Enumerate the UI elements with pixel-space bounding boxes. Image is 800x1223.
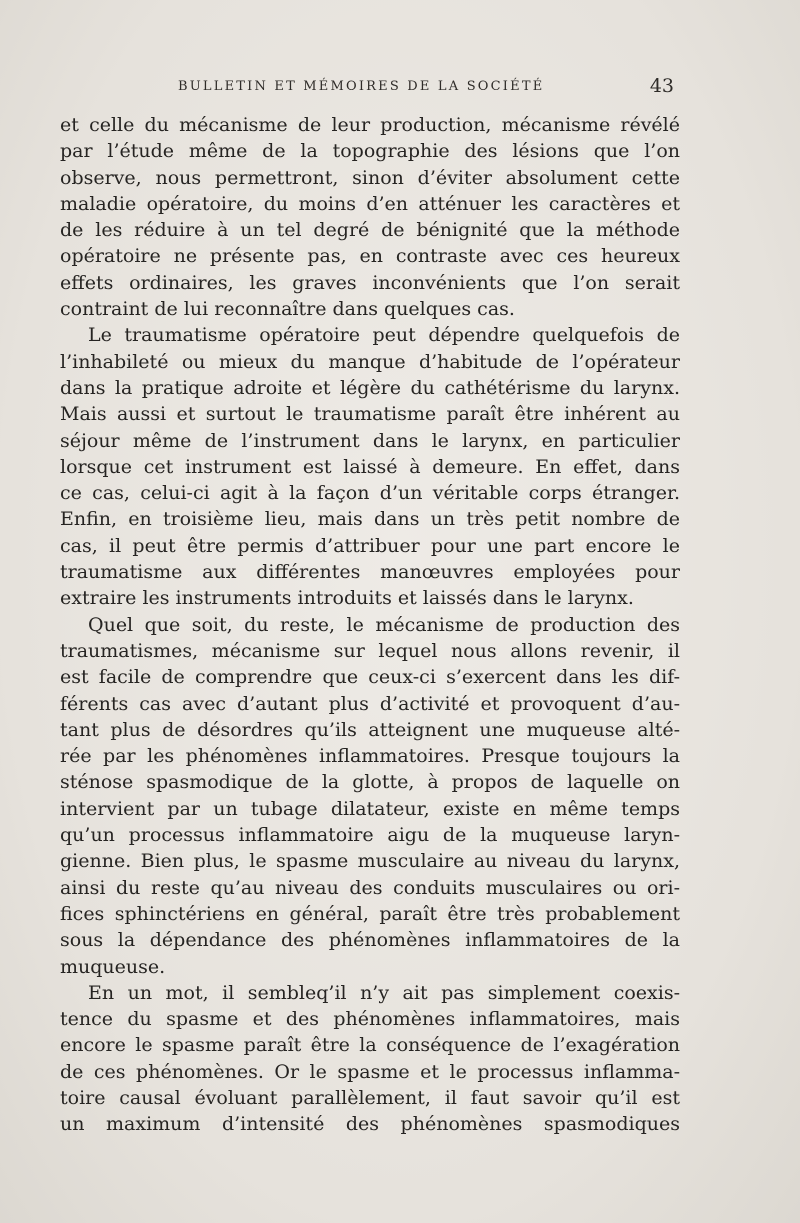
- text-line: traumatisme aux différentes manœuvres employées pour: [60, 561, 680, 584]
- text-line: intervient par un tubage dilatateur, existe en même temps: [60, 797, 680, 820]
- text-line: dans la pratique adroite et légère du cathétérisme du larynx.: [60, 376, 680, 399]
- text-line: fices sphinctériens en général, paraît être très probablement: [60, 902, 680, 925]
- text-line: Le traumatisme opératoire peut dépendre quelquefois de: [88, 324, 680, 347]
- text-line: de ces phénomènes. Or le spasme et le processus inflamma-: [60, 1060, 680, 1083]
- text-line: sténose spasmodique de la glotte, à propos de laquelle on: [60, 771, 680, 794]
- text-line: traumatismes, mécanisme sur lequel nous allons revenir, il: [60, 639, 680, 662]
- text-line: tence du spasme et des phénomènes inflammatoires, mais: [60, 1008, 680, 1031]
- text-line: cas, il peut être permis d’attribuer pour une part encore le: [60, 534, 680, 557]
- text-line: séjour même de l’instrument dans le larynx, en particulier: [60, 429, 680, 452]
- text-line: ainsi du reste qu’au niveau des conduits musculaires ou ori-: [60, 876, 680, 899]
- text-line: rée par les phénomènes inflammatoires. Presque toujours la: [60, 745, 680, 768]
- running-head-title: BULLETIN ET MÉMOIRES DE LA SOCIÉTÉ: [178, 79, 545, 94]
- text-line: effets ordinaires, les graves inconvénients que l’on serait: [60, 271, 680, 294]
- text-line: extraire les instruments introduits et laissés dans le larynx.: [60, 587, 634, 610]
- text-line: par l’étude même de la topographie des lésions que l’on: [60, 140, 680, 163]
- text-line: sous la dépendance des phénomènes inflammatoires de la: [60, 929, 680, 952]
- text-line: contraint de lui reconnaître dans quelques cas.: [60, 298, 515, 321]
- text-line: Quel que soit, du reste, le mécanisme de production des: [88, 613, 680, 636]
- body-text: [60, 112, 680, 1138]
- text-line: gienne. Bien plus, le spasme musculaire au niveau du larynx,: [60, 850, 680, 873]
- text-line: l’inhabileté ou mieux du manque d’habitude de l’opérateur: [60, 350, 680, 373]
- text-line: Mais aussi et surtout le traumatisme paraît être inhérent au: [60, 403, 680, 426]
- text-line: est facile de comprendre que ceux-ci s’exercent dans les dif-: [60, 666, 680, 689]
- text-line: maladie opératoire, du moins d’en atténuer les caractères et: [60, 192, 680, 215]
- text-line: En un mot, il sembleq’il n’y ait pas simplement coexis-: [88, 981, 680, 1004]
- text-line: de les réduire à un tel degré de bénignité que la méthode: [60, 219, 680, 242]
- page-number: 43: [649, 75, 674, 97]
- text-line: encore le spasme paraît être la conséquence de l’exagération: [60, 1034, 680, 1057]
- text-line: férents cas avec d’autant plus d’activité et provoquent d’au-: [60, 692, 680, 715]
- running-head: [60, 77, 680, 101]
- text-line: et celle du mécanisme de leur production, mécanisme révélé: [60, 114, 680, 136]
- text-line: un maximum d’intensité des phénomènes spasmodiques: [60, 1113, 680, 1136]
- text-line: tant plus de désordres qu’ils atteignent une muqueuse alté-: [60, 718, 680, 741]
- text-line: Enfin, en troisième lieu, mais dans un très petit nombre de: [60, 508, 680, 531]
- text-line: muqueuse.: [60, 955, 166, 978]
- text-line: ce cas, celui-ci agit à la façon d’un véritable corps étranger.: [60, 482, 680, 505]
- text-line: opératoire ne présente pas, en contraste avec ces heureux: [60, 245, 680, 268]
- text-line: observe, nous permettront, sinon d’éviter absolument cette: [60, 166, 680, 189]
- text-line: lorsque cet instrument est laissé à demeure. En effet, dans: [60, 455, 680, 478]
- text-line: qu’un processus inflammatoire aigu de la muqueuse laryn-: [60, 824, 680, 847]
- text-line: toire causal évoluant parallèlement, il faut savoir qu’il est: [60, 1086, 680, 1109]
